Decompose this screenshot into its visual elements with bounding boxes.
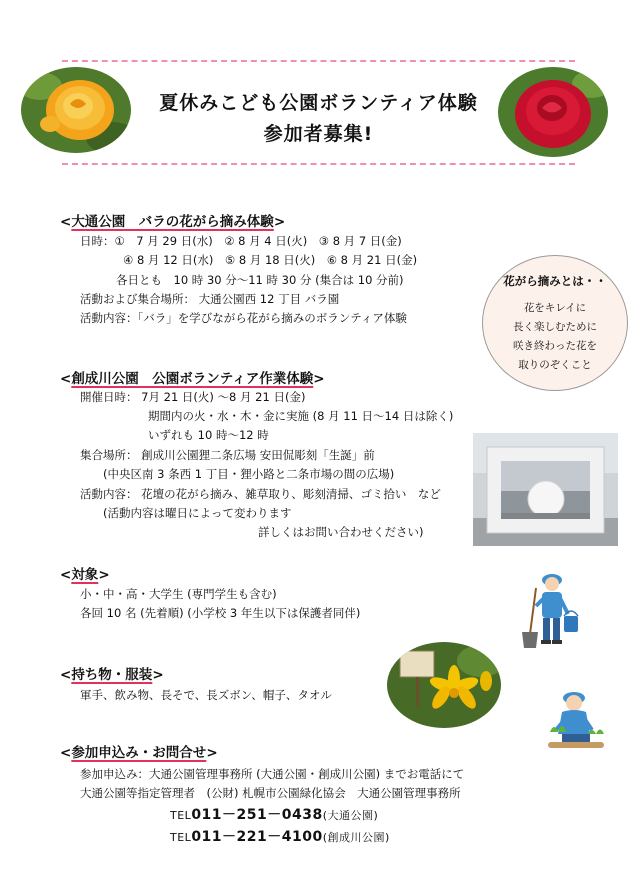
heading-text: 持ち物・服装 [71,667,153,683]
worker-with-broom-illustration [522,566,592,650]
info-circle [482,255,628,391]
rose-content: 活動内容：「バラ」を学びながら花がら摘みのボランティア体験 [80,311,407,325]
heading-bracket: > [313,371,325,387]
daylily-photo [386,641,502,729]
target-section-heading [60,563,110,583]
sosei-hours: いずれも 10 時～12 時 [148,428,269,442]
sosei-weekdays: 期間内の火・水・木・金に実施 (8 月 11 日～14 日は除く) [148,409,454,423]
tel-odori [170,804,378,824]
page-subtitle: 参加者募集! [263,123,374,145]
heading-text: 対象 [71,567,99,583]
tel-number: 011－251－0438 [191,807,323,823]
gardening-worker-illustration [544,688,608,752]
heading-bracket: > [152,667,164,683]
tel-prefix: TEL [170,831,192,844]
sosei-meeting-detail: (中央区南 3 条西 1 丁目・狸小路と二条市場の間の広場) [103,467,395,481]
info-circle-line: 咲き終わった花を [513,340,597,352]
heading-text: 大通公園 バラの花がら摘み体験 [71,214,274,230]
items-section-heading [60,663,164,683]
contact-line1: 参加申込み：大通公園管理事務所 (大通公園・創成川公園) までお電話にて [80,767,465,781]
sosei-period: 開催日時： 7月 21 日(火) ～8 月 21 日(金) [80,390,306,404]
heading-bracket: < [60,214,72,230]
contact-line2: 大通公園等指定管理者 (公財) 札幌市公園緑化協会 大通公園管理事務所 [80,786,461,800]
top-dashed-divider [62,60,575,62]
tel-sosei [170,826,390,846]
heading-bracket: > [206,745,218,761]
items-line1: 軍手、飲み物、長そで、長ズボン、帽子、タオル [80,688,332,702]
rose-section-heading [60,210,285,230]
info-circle-line: 長く楽しむために [513,321,597,333]
heading-bracket: < [60,371,72,387]
bottom-dashed-divider [62,163,575,165]
rose-time: 各日とも 10 時 30 分～11 時 30 分 (集合は 10 分前) [116,273,404,287]
sosei-content: 活動内容： 花壇の花がら摘み、雑草取り、彫刻清掃、ゴミ拾い など [80,487,441,501]
heading-bracket: > [98,567,110,583]
info-circle-line: 取りのぞくこと [518,359,592,371]
info-circle-line: 花をキレイに [523,302,587,314]
rose-dates-line1: 日時：① 7 月 29 日(水) ② 8 月 4 日(火) ③ 8 月 7 日(金) [80,234,402,248]
info-circle-heading: 花がら摘みとは・・ [503,274,607,288]
contact-section-heading [60,741,218,761]
tel-suffix: (創成川公園) [322,831,390,844]
page-title: 夏休みこども公園ボランティア体験 [159,92,478,114]
tel-suffix: (大通公園) [322,809,379,822]
rose-dates-line2: ④ 8 月 12 日(水) ⑤ 8 月 18 日(火) ⑥ 8 月 21 日(金) [123,253,418,267]
sosei-section-heading [60,367,325,387]
heading-text: 創成川公園 公園ボランティア作業体験 [71,371,314,387]
heading-bracket: < [60,567,72,583]
tel-prefix: TEL [170,809,192,822]
heading-bracket: > [273,214,286,230]
target-line2: 各回 10 名 (先着順) (小学校 3 年生以下は保護者同伴) [80,606,361,620]
sosei-meeting: 集合場所： 創成川公園狸二条広場 安田侃彫刻「生誕」前 [80,448,375,462]
sosei-content-note: (活動内容は曜日によって変わります [103,506,292,520]
rose-place: 活動および集合場所： 大通公園西 12 丁目 バラ園 [80,292,340,306]
heading-text: 参加申込み・お問合せ [71,745,207,761]
sosei-inquiry-note: 詳しくはお問い合わせください) [258,525,424,539]
heading-bracket: < [60,745,72,761]
heading-bracket: < [60,667,72,683]
tel-number: 011－221－4100 [191,829,323,845]
target-line1: 小・中・高・大学生 (専門学生も含む) [80,587,277,601]
sculpture-photo [473,433,618,546]
